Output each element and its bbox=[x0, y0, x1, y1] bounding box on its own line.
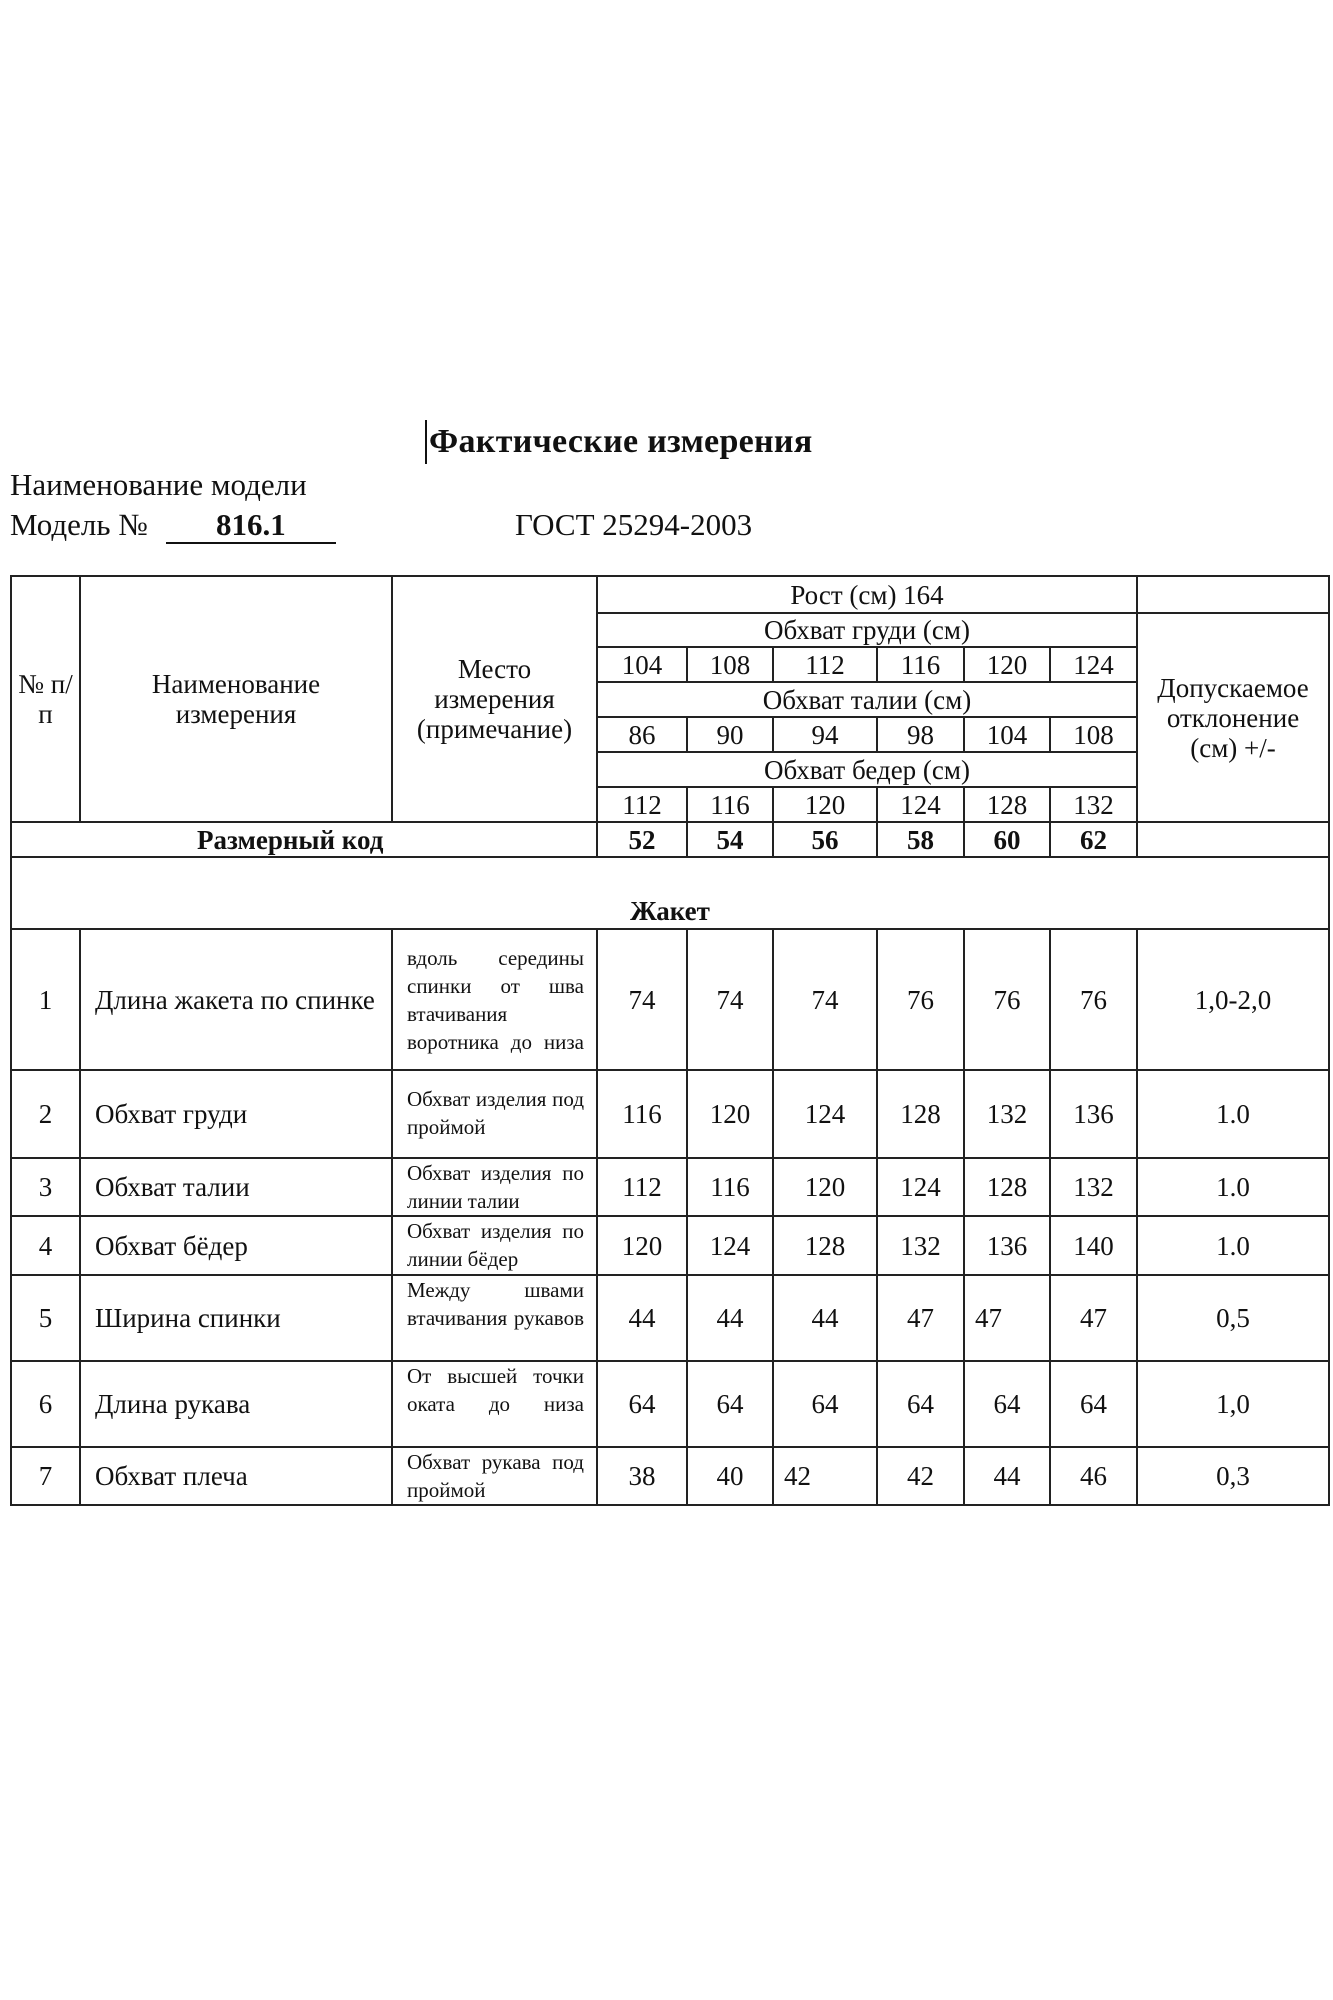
row-value: 44 bbox=[687, 1275, 773, 1361]
chest-value: 112 bbox=[773, 647, 877, 682]
header-chest-label: Обхват груди (см) bbox=[597, 613, 1137, 647]
row-num: 7 bbox=[11, 1447, 80, 1505]
chest-value: 124 bbox=[1050, 647, 1137, 682]
row-num: 3 bbox=[11, 1158, 80, 1216]
row-name: Длина жакета по спинке bbox=[80, 929, 392, 1070]
row-value: 44 bbox=[773, 1275, 877, 1361]
row-value: 120 bbox=[597, 1216, 687, 1275]
row-value: 74 bbox=[597, 929, 687, 1070]
hips-value: 116 bbox=[687, 787, 773, 822]
row-value: 128 bbox=[773, 1216, 877, 1275]
row-value: 47 bbox=[964, 1275, 1050, 1361]
row-value: 64 bbox=[1050, 1361, 1137, 1447]
header-place: Место измерения (примечание) bbox=[392, 576, 597, 822]
gost-standard: ГОСТ 25294-2003 bbox=[515, 507, 753, 542]
row-value: 116 bbox=[597, 1070, 687, 1158]
row-note: Обхват рукава под проймой bbox=[392, 1447, 597, 1505]
row-value: 132 bbox=[1050, 1158, 1137, 1216]
hips-value: 120 bbox=[773, 787, 877, 822]
row-value: 42 bbox=[877, 1447, 964, 1505]
header-tolerance: Допускаемое отклонение (см) +/- bbox=[1137, 613, 1329, 822]
row-value: 64 bbox=[964, 1361, 1050, 1447]
row-note: вдоль середины спинки от шва втачивания воротника до низа bbox=[392, 929, 597, 1070]
row-tolerance: 1.0 bbox=[1137, 1070, 1329, 1158]
waist-value: 104 bbox=[964, 717, 1050, 752]
row-value: 128 bbox=[877, 1070, 964, 1158]
header-waist-label: Обхват талии (см) bbox=[597, 682, 1137, 717]
hips-value: 112 bbox=[597, 787, 687, 822]
row-name: Обхват талии bbox=[80, 1158, 392, 1216]
row-value: 44 bbox=[597, 1275, 687, 1361]
table-row bbox=[11, 1447, 1329, 1505]
row-value: 124 bbox=[773, 1070, 877, 1158]
hips-value: 128 bbox=[964, 787, 1050, 822]
row-value: 64 bbox=[877, 1361, 964, 1447]
waist-value: 98 bbox=[877, 717, 964, 752]
row-tolerance: 0,5 bbox=[1137, 1275, 1329, 1361]
row-tolerance: 0,3 bbox=[1137, 1447, 1329, 1505]
row-tolerance: 1,0 bbox=[1137, 1361, 1329, 1447]
row-tolerance: 1,0-2,0 bbox=[1137, 929, 1329, 1070]
model-number: 816.1 bbox=[166, 508, 336, 544]
row-value: 120 bbox=[773, 1158, 877, 1216]
row-value: 46 bbox=[1050, 1447, 1137, 1505]
hips-value: 132 bbox=[1050, 787, 1137, 822]
row-num: 2 bbox=[11, 1070, 80, 1158]
row-value: 42 bbox=[773, 1447, 877, 1505]
row-value: 76 bbox=[877, 929, 964, 1070]
row-value: 47 bbox=[1050, 1275, 1137, 1361]
size-code: 52 bbox=[597, 822, 687, 857]
row-name: Ширина спинки bbox=[80, 1275, 392, 1361]
row-value: 64 bbox=[687, 1361, 773, 1447]
waist-value: 90 bbox=[687, 717, 773, 752]
row-value: 76 bbox=[964, 929, 1050, 1070]
measurements-table bbox=[10, 575, 1330, 1506]
header-hips-label: Обхват бедер (см) bbox=[597, 752, 1137, 787]
row-value: 124 bbox=[877, 1158, 964, 1216]
row-num: 6 bbox=[11, 1361, 80, 1447]
waist-value: 86 bbox=[597, 717, 687, 752]
row-name: Обхват плеча bbox=[80, 1447, 392, 1505]
size-code-empty bbox=[1137, 822, 1329, 857]
size-code-label-cell bbox=[11, 822, 597, 857]
row-note: Обхват изделия по линии бёдер bbox=[392, 1216, 597, 1275]
row-value: 74 bbox=[773, 929, 877, 1070]
size-code: 56 bbox=[773, 822, 877, 857]
table-row bbox=[11, 1158, 1329, 1216]
table-row bbox=[11, 1361, 1329, 1447]
header-height: Рост (см) 164 bbox=[597, 576, 1137, 613]
waist-value: 108 bbox=[1050, 717, 1137, 752]
row-value: 47 bbox=[877, 1275, 964, 1361]
model-number-line bbox=[10, 505, 336, 545]
waist-value: 94 bbox=[773, 717, 877, 752]
table-row bbox=[11, 1070, 1329, 1158]
row-note: Обхват изделия по линии талии bbox=[392, 1158, 597, 1216]
row-value: 132 bbox=[877, 1216, 964, 1275]
row-value: 64 bbox=[773, 1361, 877, 1447]
row-note: Между швами втачивания рукавов bbox=[392, 1275, 597, 1361]
chest-value: 120 bbox=[964, 647, 1050, 682]
header-name: Наименование измерения bbox=[80, 576, 392, 822]
model-number-label: Модель № bbox=[10, 507, 148, 542]
row-value: 40 bbox=[687, 1447, 773, 1505]
row-value: 132 bbox=[964, 1070, 1050, 1158]
table-row bbox=[11, 1275, 1329, 1361]
row-value: 116 bbox=[687, 1158, 773, 1216]
table-row bbox=[11, 929, 1329, 1070]
model-name-label: Наименование модели bbox=[10, 467, 307, 502]
size-code: 54 bbox=[687, 822, 773, 857]
row-value: 128 bbox=[964, 1158, 1050, 1216]
row-value: 74 bbox=[687, 929, 773, 1070]
row-num: 4 bbox=[11, 1216, 80, 1275]
row-value: 112 bbox=[597, 1158, 687, 1216]
chest-value: 108 bbox=[687, 647, 773, 682]
document-title: Фактические измерения bbox=[425, 420, 813, 464]
row-value: 136 bbox=[964, 1216, 1050, 1275]
chest-value: 104 bbox=[597, 647, 687, 682]
row-value: 124 bbox=[687, 1216, 773, 1275]
size-code: 60 bbox=[964, 822, 1050, 857]
row-name: Обхват бёдер bbox=[80, 1216, 392, 1275]
row-name: Обхват груди bbox=[80, 1070, 392, 1158]
table-row bbox=[11, 1216, 1329, 1275]
row-value: 120 bbox=[687, 1070, 773, 1158]
row-note: Обхват изделия под проймой bbox=[392, 1070, 597, 1158]
row-tolerance: 1.0 bbox=[1137, 1158, 1329, 1216]
row-value: 140 bbox=[1050, 1216, 1137, 1275]
row-value: 38 bbox=[597, 1447, 687, 1505]
size-code-label: Размерный код bbox=[197, 824, 384, 855]
header-empty-cell bbox=[1137, 576, 1329, 613]
hips-value: 124 bbox=[877, 787, 964, 822]
header-num: № п/п bbox=[11, 576, 80, 822]
row-value: 76 bbox=[1050, 929, 1137, 1070]
row-value: 64 bbox=[597, 1361, 687, 1447]
row-num: 5 bbox=[11, 1275, 80, 1361]
size-code: 58 bbox=[877, 822, 964, 857]
chest-value: 116 bbox=[877, 647, 964, 682]
row-value: 44 bbox=[964, 1447, 1050, 1505]
row-name: Длина рукава bbox=[80, 1361, 392, 1447]
row-value: 136 bbox=[1050, 1070, 1137, 1158]
row-tolerance: 1.0 bbox=[1137, 1216, 1329, 1275]
size-code: 62 bbox=[1050, 822, 1137, 857]
row-num: 1 bbox=[11, 929, 80, 1070]
row-note: От высшей точки оката до низа bbox=[392, 1361, 597, 1447]
section-title: Жакет bbox=[11, 857, 1329, 929]
